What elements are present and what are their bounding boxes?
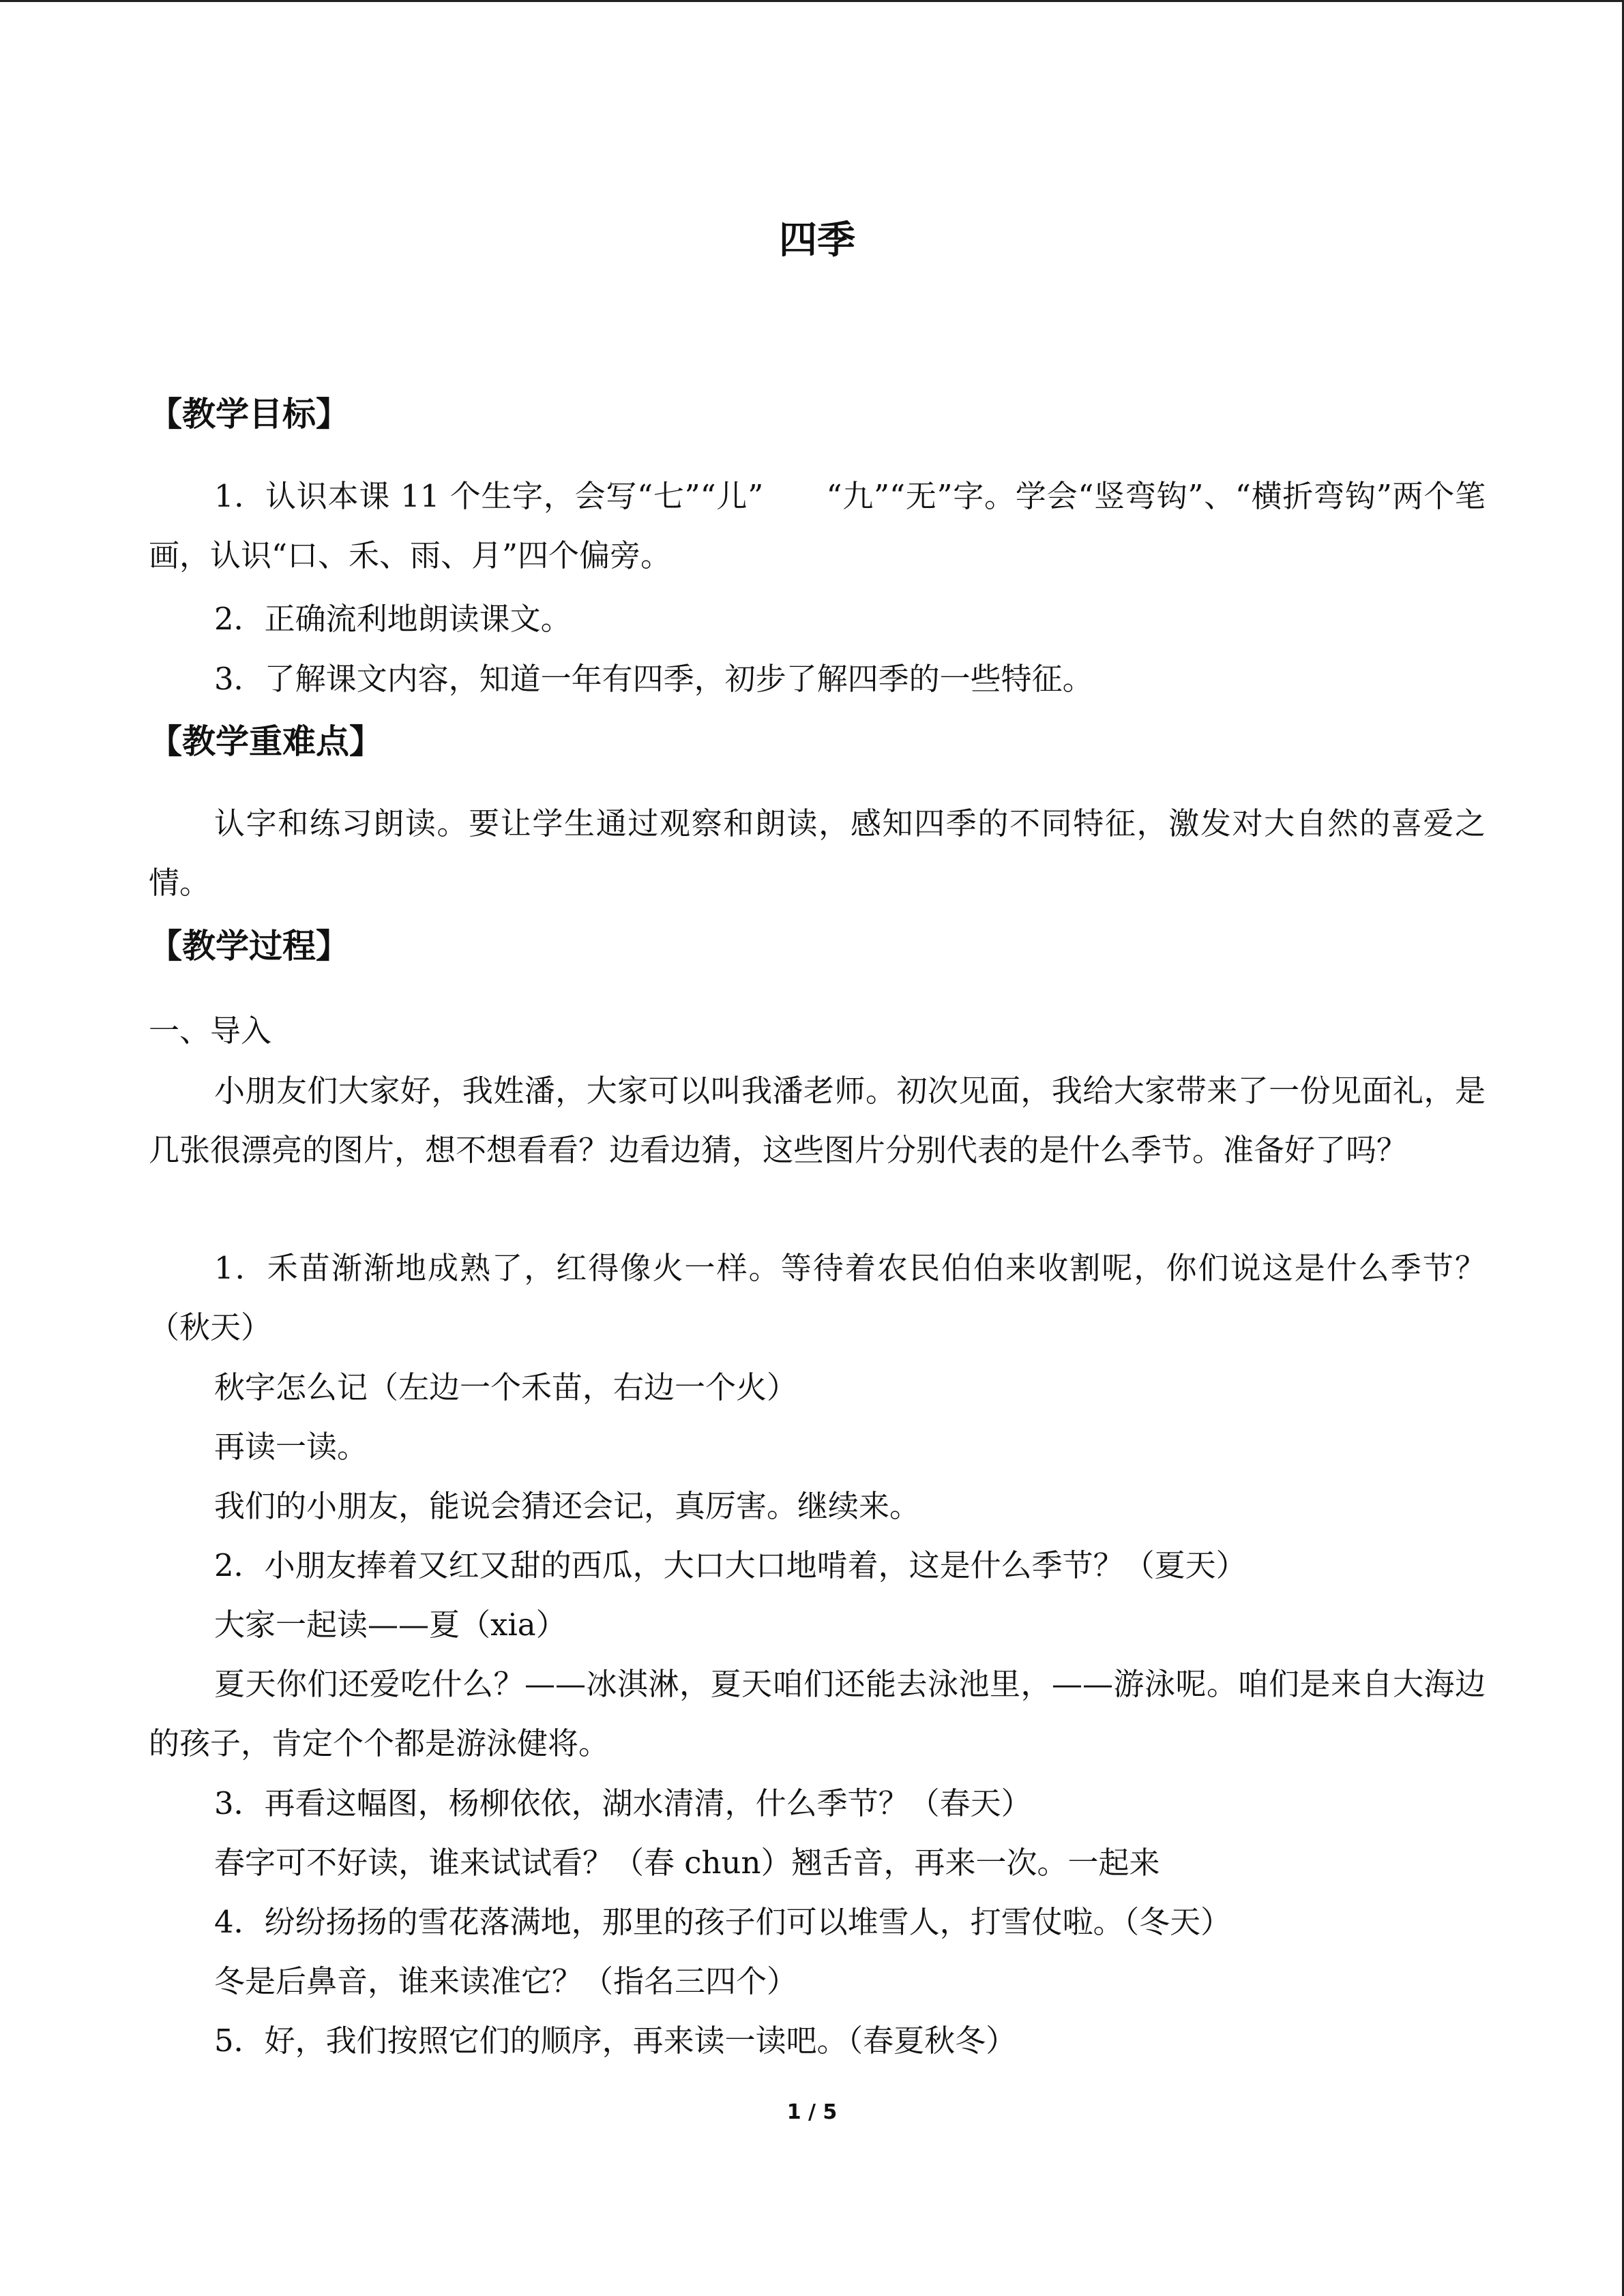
process-paragraph: 春字可不好读，谁来试试看？（春 chun）翘舌音，再来一次。一起来 [214,1845,1160,1881]
process-paragraph: 我们的小朋友，能说会猜还会记，真厉害。继续来。 [214,1488,921,1524]
process-paragraph: 小朋友们大家好，我姓潘，大家可以叫我潘老师。初次见面，我给大家带来了一份见面礼，是几张很漂亮的图片，想不想看看？边看边猜，这些图片分别代表的是什么季节。准备好了吗？ [149,1073,1486,1168]
document-title: 四季 [779,218,855,263]
goal-item-2: 2．正确流利地朗读课文。 [214,601,572,637]
process-subheading-intro: 一、导入 [149,1013,272,1049]
section-heading-key-points: 【教学重难点】 [149,722,383,761]
section-heading-goals: 【教学目标】 [149,395,350,434]
process-paragraph: 3．再看这幅图，杨柳依依，湖水清清，什么季节？（春天） [214,1785,1032,1821]
process-paragraph: 5．好，我们按照它们的顺序，再来读一读吧。（春夏秋冬） [214,2023,1017,2059]
process-paragraph: 秋字怎么记（左边一个禾苗，右边一个火） [214,1369,798,1405]
goal-item-1: 1．认识本课 11 个生字，会写“七”“儿” “九”“无”字。学会“竖弯钩”、“横折弯钩”两个笔画，认识“口、禾、雨、月”四个偏旁。 [149,478,1486,573]
page-number: 1 / 5 [786,2100,838,2124]
process-paragraph: 夏天你们还爱吃什么？——冰淇淋，夏天咱们还能去泳池里，——游泳呢。咱们是来自大海边的孩子，肯定个个都是游泳健将。 [149,1666,1486,1761]
goal-item-3: 3．了解课文内容，知道一年有四季，初步了解四季的一些特征。 [214,661,1093,697]
section-heading-process: 【教学过程】 [149,927,350,966]
process-paragraph: 2．小朋友捧着又红又甜的西瓜，大口大口地啃着，这是什么季节？（夏天） [214,1547,1247,1583]
process-paragraph: 大家一起读——夏（xia） [214,1607,567,1643]
process-paragraph: 冬是后鼻音，谁来读准它？（指名三四个） [214,1963,798,1999]
process-paragraph: 1．禾苗渐渐地成熟了，红得像火一样。等待着农民伯伯来收割呢，你们说这是什么季节？（秋天） [149,1250,1486,1345]
process-paragraph: 再读一读。 [214,1429,368,1465]
process-paragraph: 4．纷纷扬扬的雪花落满地，那里的孩子们可以堆雪人，打雪仗啦。（冬天） [214,1904,1232,1940]
key-points-text: 认字和练习朗读。要让学生通过观察和朗读，感知四季的不同特征，激发对大自然的喜爱之情。 [149,805,1486,901]
